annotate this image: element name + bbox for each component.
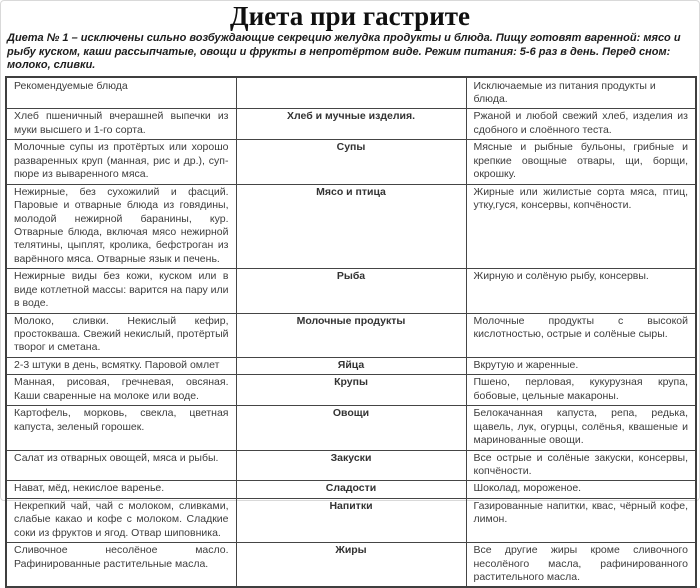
cell-recommended: Картофель, морковь, свекла, цветная капуста, зеленый горошек.: [6, 406, 236, 450]
column-header-excluded: Исключаемые из питания продукты и блюда.: [466, 77, 696, 109]
table-row-fish: [6, 269, 696, 313]
cell-recommended: Хлеб пшеничный вчерашней выпечки из муки высшего и 1-го сорта.: [6, 109, 236, 140]
cell-excluded: Шоколад, мороженое.: [466, 481, 696, 498]
cell-recommended: Манная, рисовая, гречневая, овсяная. Каши сваренные на молоке или воде.: [6, 375, 236, 406]
table-row-vegetables: [6, 406, 696, 450]
cell-excluded: Мясные и рыбные бульоны, грибные и крепкие овощные отвары, щи, борщи, окрошку.: [466, 140, 696, 184]
cell-category: Хлеб и мучные изделия.: [236, 109, 466, 140]
cell-excluded: Пшено, перловая, кукурузная крупа, бобовые, цельные макароны.: [466, 375, 696, 406]
cell-excluded: Все другие жиры кроме сливочного несолёного масла, рафинированного растительного масла.: [466, 543, 696, 588]
page-title: Диета при гастрите: [230, 1, 470, 31]
table-row-eggs: [6, 357, 696, 374]
cell-category: Молочные продукты: [236, 313, 466, 357]
cell-category: Сладости: [236, 481, 466, 498]
table-row-bread: [6, 109, 696, 140]
cell-excluded: Ржаной и любой свежий хлеб, изделия из сдобного и слоённого теста.: [466, 109, 696, 140]
cell-category: Супы: [236, 140, 466, 184]
cell-recommended: 2-3 штуки в день, всмятку. Паровой омлет: [6, 357, 236, 374]
cell-category: Закуски: [236, 450, 466, 481]
cell-recommended: Молоко, сливки. Некислый кефир, простокваша. Свежий некислый, протёртый творог и сметана.: [6, 313, 236, 357]
table-row-meat-poultry: [6, 184, 696, 269]
table-row-drinks: [6, 498, 696, 542]
cell-recommended: Нават, мёд, некислое варенье.: [6, 481, 236, 498]
cell-excluded: Все острые и солёные закуски, консервы, копчёности.: [466, 450, 696, 481]
cell-excluded: Молочные продукты с высокой кислотностью, острые и солёные сыры.: [466, 313, 696, 357]
cell-category: Напитки: [236, 498, 466, 542]
column-header-category: [236, 77, 466, 109]
cell-excluded: Газированные напитки, квас, чёрный кофе, лимон.: [466, 498, 696, 542]
table-row-sweets: [6, 481, 696, 498]
cell-excluded: Белокачанная капуста, репа, редька, щавель, лук, огурцы, солёнья, квашеные и маринованные овощи.: [466, 406, 696, 450]
cell-recommended: Нежирные виды без кожи, куском или в виде котлетной массы: варится на пару или в воде.: [6, 269, 236, 313]
cell-category: Крупы: [236, 375, 466, 406]
table-row-appetizers: [6, 450, 696, 481]
diet-description: Диета № 1 – исключены сильно возбуждающие секрецию желудка продукты и блюда. Пищу готовят варенной: мясо и рыбу куском, каши рассыпчатые, овощи и фрукты в непротёртом виде. Режим питания: 5-6 раз в день. Перед сном: молоко, сливки.: [7, 32, 681, 72]
table-row-fats: [6, 543, 696, 588]
cell-category: Мясо и птица: [236, 184, 466, 269]
cell-excluded: Вкрутую и жаренные.: [466, 357, 696, 374]
diet-table: [5, 76, 697, 588]
cell-recommended: Нежирные, без сухожилий и фасций. Паровые и отварные блюда из говядины, молодой нежирной баранины, кур. Отварные блюда, включая мясо нежирной телятины, цыплят, кролика, бефстроган из варённого мяса. Отварные язык и печень.: [6, 184, 236, 269]
cell-recommended: Салат из отварных овощей, мяса и рыбы.: [6, 450, 236, 481]
cell-recommended: Сливочное несолёное масло. Рафинированные растительные масла.: [6, 543, 236, 588]
cell-excluded: Жирные или жилистые сорта мяса, птиц, утку,гуся, консервы, копчёности.: [466, 184, 696, 269]
cell-recommended: Молочные супы из протёртых или хорошо разваренных круп (манная, рис и др.), суп-пюре из вываренного мяса.: [6, 140, 236, 184]
cell-category: Жиры: [236, 543, 466, 588]
cell-category: Овощи: [236, 406, 466, 450]
table-row-grains: [6, 375, 696, 406]
cell-recommended: Некрепкий чай, чай с молоком, сливками, слабые какао и кофе с молоком. Сладкие соки из фруктов и ягод. Отвар шиповника.: [6, 498, 236, 542]
table-row-soups: [6, 140, 696, 184]
table-header-row: [6, 77, 696, 109]
table-row-dairy: [6, 313, 696, 357]
cell-excluded: Жирную и солёную рыбу, консервы.: [466, 269, 696, 313]
cell-category: Яйца: [236, 357, 466, 374]
cell-category: Рыба: [236, 269, 466, 313]
column-header-recommended: Рекомендуемые блюда: [6, 77, 236, 109]
